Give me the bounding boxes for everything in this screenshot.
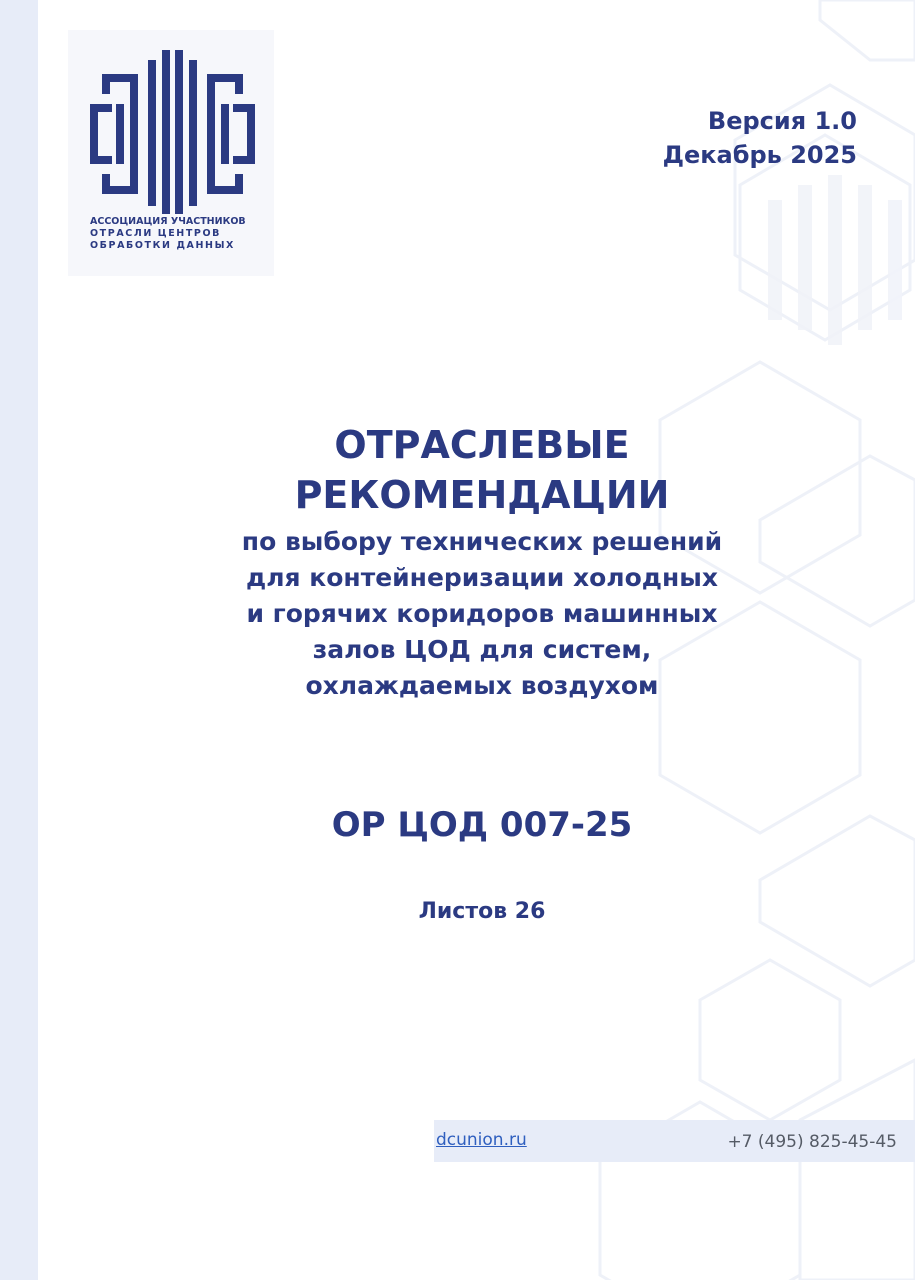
subtitle-line-1: по выбору технических решений <box>241 527 723 556</box>
logo-caption-line-2: ОТРАСЛИ ЦЕНТРОВ <box>90 228 222 239</box>
dcunion-logo-icon <box>86 46 258 218</box>
phone-number: +7 (495) 825-45-45 <box>727 1132 897 1152</box>
subtitle-line-4: залов ЦОД для систем, <box>312 635 652 664</box>
title-main-line-1: ОТРАСЛЕВЫЕ <box>334 423 630 467</box>
document-title <box>0 420 915 704</box>
subtitle-line-3: и горячих коридоров машинных <box>246 599 718 628</box>
document-code: ОР ЦОД 007-25 <box>331 805 633 845</box>
subtitle-line-2: для контейнеризации холодных <box>246 563 718 592</box>
logo-caption <box>90 216 266 252</box>
subtitle <box>0 524 915 704</box>
subtitle-line-5: охлаждаемых воздухом <box>305 671 659 700</box>
version-info <box>663 104 857 172</box>
sheet-count: Листов 26 <box>418 899 546 924</box>
release-date: Декабрь 2025 <box>662 141 857 169</box>
title-main-line-2: РЕКОМЕНДАЦИИ <box>294 473 670 517</box>
contact-bar <box>434 1120 915 1162</box>
logo-caption-line-1: АССОЦИАЦИЯ УЧАСТНИКОВ <box>90 216 246 227</box>
logo-block <box>68 30 274 276</box>
version-label: Версия 1.0 <box>707 107 857 135</box>
logo-caption-line-3: ОБРАБОТКИ ДАННЫХ <box>90 240 235 251</box>
website-link[interactable]: dcunion.ru <box>436 1130 527 1150</box>
